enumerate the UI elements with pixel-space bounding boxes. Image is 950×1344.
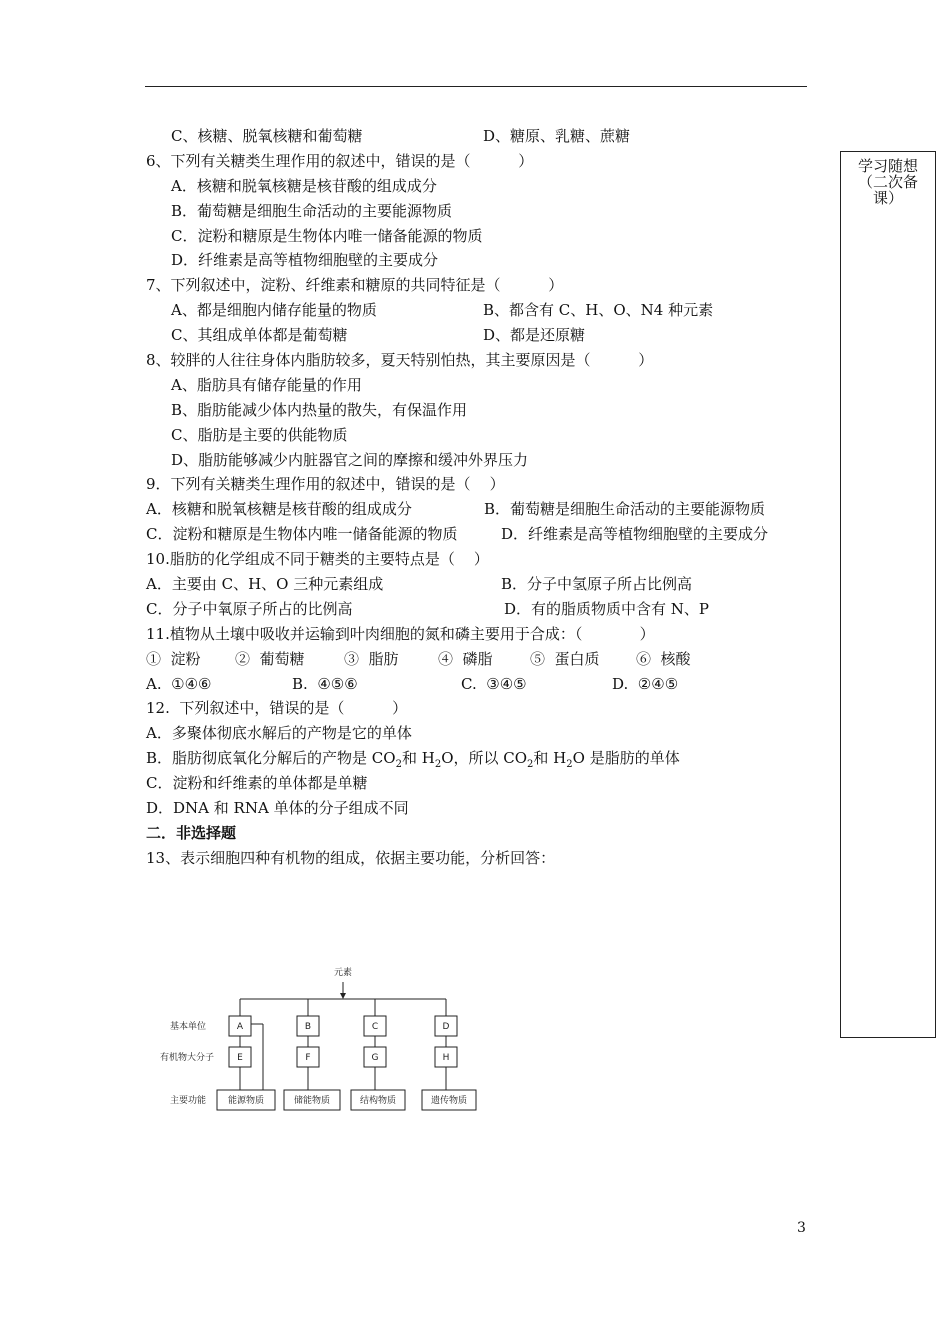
section-nonchoice-title: 二．非选择题 (146, 823, 237, 842)
q6-option-b: B．葡萄糖是细胞生命活动的主要能源物质 (171, 201, 453, 220)
organic-matter-diagram (160, 962, 486, 1112)
q5-option-d: D、糖原、乳糖、蔗糖 (483, 127, 631, 145)
study-notes-title-line3: 课） (872, 189, 903, 207)
diagram-unit-a: A (236, 1022, 244, 1032)
q11-item-3: ③ 脂肪 (344, 649, 399, 668)
diagram-macro-g: G (371, 1053, 379, 1063)
q12-option-d: D．DNA 和 RNA 单体的分子组成不同 (146, 799, 409, 818)
q11-options (146, 672, 816, 697)
study-notes-title-line1: 学习随想 (857, 157, 918, 175)
q10-stem: 10.脂肪的化学组成不同于糖类的主要特点是（ ） (146, 550, 489, 569)
q11-item-5: ⑤ 蛋白质 (530, 649, 600, 668)
q11-option-c: C. ③④⑤ (461, 674, 527, 693)
page-number: 3 (797, 1220, 806, 1236)
study-notes-title-line2: （二次备 (857, 173, 918, 191)
diagram-unit-c: C (371, 1022, 379, 1032)
q12-option-c: C．淀粉和纤维素的单体都是单糖 (146, 774, 368, 793)
q10-options-cd (146, 597, 816, 622)
diagram-elements-label: 元素 (333, 968, 353, 978)
q8-option-a: A、脂肪具有储存能量的作用 (171, 375, 362, 394)
diagram-function-storage: 储能物质 (293, 1096, 331, 1106)
q6-stem: 6、下列有关糖类生理作用的叙述中，错误的是（ ） (146, 151, 534, 170)
q8-option-b: B、脂肪能减少体内热量的散失，有保温作用 (171, 400, 468, 419)
q5-options-cd (146, 124, 816, 149)
q10-option-c: C．分子中氧原子所占的比例高 (146, 599, 353, 618)
diagram-function-structure: 结构物质 (359, 1096, 397, 1106)
question-content (146, 124, 816, 871)
q11-items (146, 647, 816, 672)
q13-stem: 13、表示细胞四种有机物的组成，依据主要功能，分析回答： (146, 848, 556, 867)
diagram-function-energy: 能源物质 (227, 1096, 265, 1106)
q11-item-1: ① 淀粉 (146, 649, 201, 668)
diagram-row-macromolecule: 有机物大分子 (160, 1053, 215, 1063)
q11-item-4: ④ 磷脂 (438, 649, 493, 668)
q6-option-d: D．纤维素是高等植物细胞壁的主要成分 (171, 251, 439, 270)
q8-stem: 8、较胖的人往往身体内脂肪较多，夏天特别怕热，其主要原因是（ ） (146, 351, 654, 370)
diagram-macro-e: E (237, 1053, 243, 1063)
q7-stem: 7、下列叙述中，淀粉、纤维素和糖原的共同特征是（ ） (146, 276, 564, 295)
q9-options-cd (146, 522, 816, 547)
q11-option-b: B. ④⑤⑥ (292, 674, 358, 693)
q9-option-a: A．核糖和脱氧核糖是核苷酸的组成成分 (146, 500, 412, 519)
q6-option-c: C．淀粉和糖原是生物体内唯一储备能源的物质 (171, 226, 483, 245)
q5-option-c: C、核糖、脱氧核糖和葡萄糖 (171, 127, 363, 145)
q7-options-ab (146, 298, 816, 323)
q10-option-b: B．分子中氢原子所占比例高 (501, 575, 693, 594)
diagram-unit-b: B (304, 1022, 312, 1032)
q6-option-a: A．核糖和脱氧核糖是核苷酸的组成成分 (171, 176, 437, 195)
q11-option-d: D. ②④⑤ (612, 674, 679, 693)
diagram-function-genetic: 遗传物质 (430, 1096, 468, 1106)
q7-option-d: D、都是还原糖 (483, 326, 586, 345)
q7-option-a: A、都是细胞内储存能量的物质 (171, 301, 377, 320)
q8-option-d: D、脂肪能够减少内脏器官之间的摩擦和缓冲外界压力 (171, 450, 529, 469)
diagram-macro-h: H (442, 1053, 450, 1063)
q11-option-a: A. ①④⑥ (146, 674, 212, 693)
header-rule (145, 86, 807, 87)
q7-option-b: B、都含有 C、H、O、N4 种元素 (483, 301, 714, 320)
q8-option-c: C、脂肪是主要的供能物质 (171, 425, 348, 444)
q10-option-a: A．主要由 C、H、O 三种元素组成 (146, 575, 384, 594)
q10-option-d: D．有的脂质物质中含有 N、P (504, 599, 710, 618)
study-notes-box (840, 151, 936, 1038)
q12-option-a: A．多聚体彻底水解后的产物是它的单体 (146, 724, 412, 743)
q9-stem: 9．下列有关糖类生理作用的叙述中，错误的是（ ） (146, 475, 505, 494)
q9-option-b: B．葡萄糖是细胞生命活动的主要能源物质 (484, 500, 766, 519)
q11-item-2: ② 葡萄糖 (235, 649, 305, 668)
diagram-row-function: 主要功能 (170, 1096, 207, 1106)
q7-option-c: C、其组成单体都是葡萄糖 (171, 326, 348, 345)
q9-options-ab (146, 497, 816, 522)
q7-options-cd (146, 323, 816, 348)
diagram-row-basic-unit: 基本单位 (170, 1022, 207, 1032)
diagram-macro-f: F (305, 1053, 311, 1063)
study-notes-title (841, 158, 935, 206)
q11-stem: 11.植物从土壤中吸收并运输到叶肉细胞的氮和磷主要用于合成：（ ） (146, 624, 655, 643)
q11-item-6: ⑥ 核酸 (636, 649, 691, 668)
q9-option-d: D．纤维素是高等植物细胞壁的主要成分 (501, 525, 769, 544)
q10-options-ab (146, 572, 816, 597)
q9-option-c: C．淀粉和糖原是生物体内唯一储备能源的物质 (146, 525, 458, 544)
q12-option-b: B．脂肪彻底氧化分解后的产物是 $CO_2$和 $H_2O$，所以 $CO_2$和 $H_2O$ 是脂肪的单体 (146, 749, 680, 771)
diagram-unit-d: D (442, 1022, 450, 1032)
q12-stem: 12. 下列叙述中，错误的是（ ） (146, 699, 408, 718)
